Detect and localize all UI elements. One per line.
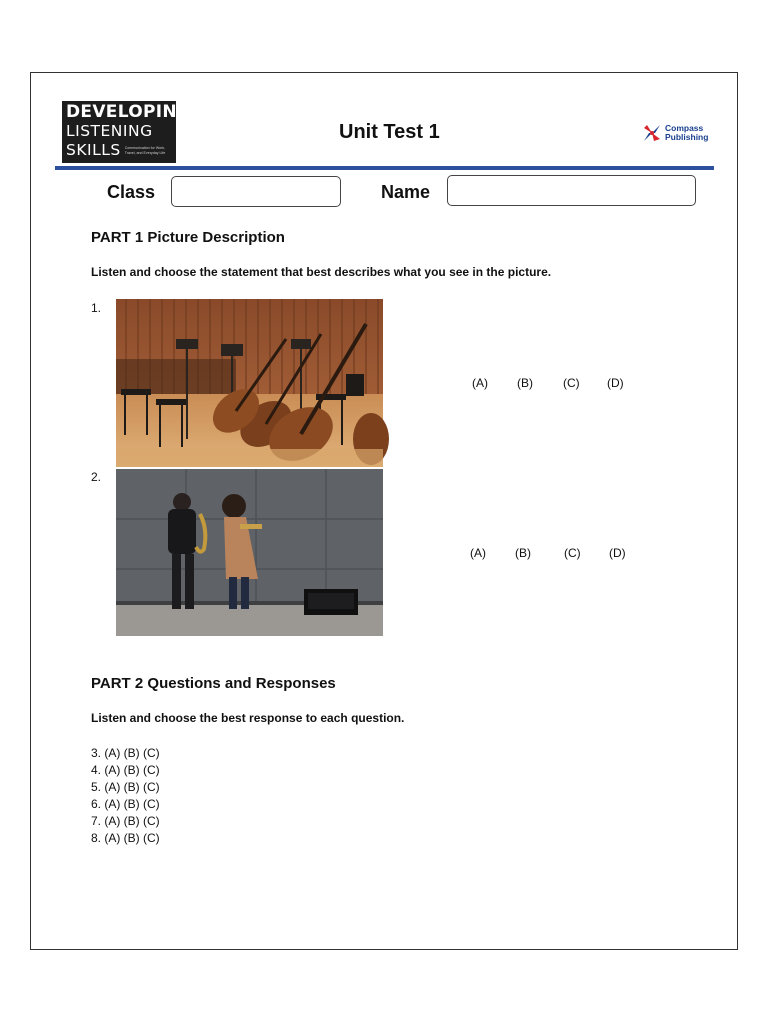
question-2-photo	[116, 469, 383, 636]
page-title: Unit Test 1	[339, 121, 440, 143]
response-item-5[interactable]: 5. (A) (B) (C)	[91, 780, 160, 794]
logo-line-3-row	[66, 141, 172, 160]
street-musicians-image	[116, 469, 383, 636]
publisher-name-line-1: Compass	[665, 123, 704, 133]
question-2-choices	[470, 546, 626, 560]
response-item-3[interactable]: 3. (A) (B) (C)	[91, 746, 160, 760]
q2-choice-c[interactable]: (C)	[564, 546, 581, 560]
orchestra-stage-image	[116, 299, 383, 467]
q1-choice-c[interactable]: (C)	[563, 376, 580, 390]
question-1-choices	[472, 376, 624, 390]
publisher-name-line-2: Publishing	[665, 132, 709, 142]
part-2-title: PART 2 Questions and Responses	[91, 675, 336, 692]
part-2-instruction: Listen and choose the best response to each question.	[91, 711, 405, 725]
q2-choice-a[interactable]: (A)	[470, 546, 486, 560]
logo-line-1: DEVELOPING	[66, 102, 192, 122]
q2-choice-d[interactable]: (D)	[609, 546, 626, 560]
response-item-4[interactable]: 4. (A) (B) (C)	[91, 763, 160, 777]
part-1-instruction: Listen and choose the statement that best describes what you see in the picture.	[91, 265, 552, 279]
compass-publishing-logo	[641, 122, 708, 144]
class-field[interactable]	[171, 176, 341, 207]
part-2-response-list	[91, 745, 160, 847]
question-2-number: 2.	[91, 470, 102, 484]
response-item-6[interactable]: 6. (A) (B) (C)	[91, 797, 160, 811]
question-1-number: 1.	[91, 301, 102, 315]
header-divider	[55, 166, 714, 170]
q1-choice-d[interactable]: (D)	[607, 376, 624, 390]
compass-star-icon	[641, 122, 663, 144]
question-1-photo	[116, 299, 383, 467]
q2-choice-b[interactable]: (B)	[515, 546, 531, 560]
part-1-title: PART 1 Picture Description	[91, 229, 285, 246]
name-field[interactable]	[447, 175, 696, 206]
q1-choice-b[interactable]: (B)	[517, 376, 533, 390]
logo-tagline: Communication for Work, Travel, and Everyday Life	[124, 146, 166, 155]
developing-listening-skills-logo	[62, 101, 192, 163]
name-label: Name	[381, 182, 431, 202]
response-item-8[interactable]: 8. (A) (B) (C)	[91, 831, 160, 845]
response-item-7[interactable]: 7. (A) (B) (C)	[91, 814, 160, 828]
logo-line-3: SKILLS	[66, 141, 121, 159]
q1-choice-a[interactable]: (A)	[472, 376, 488, 390]
logo-line-2: LISTENING	[66, 122, 153, 140]
class-label: Class	[107, 182, 156, 202]
